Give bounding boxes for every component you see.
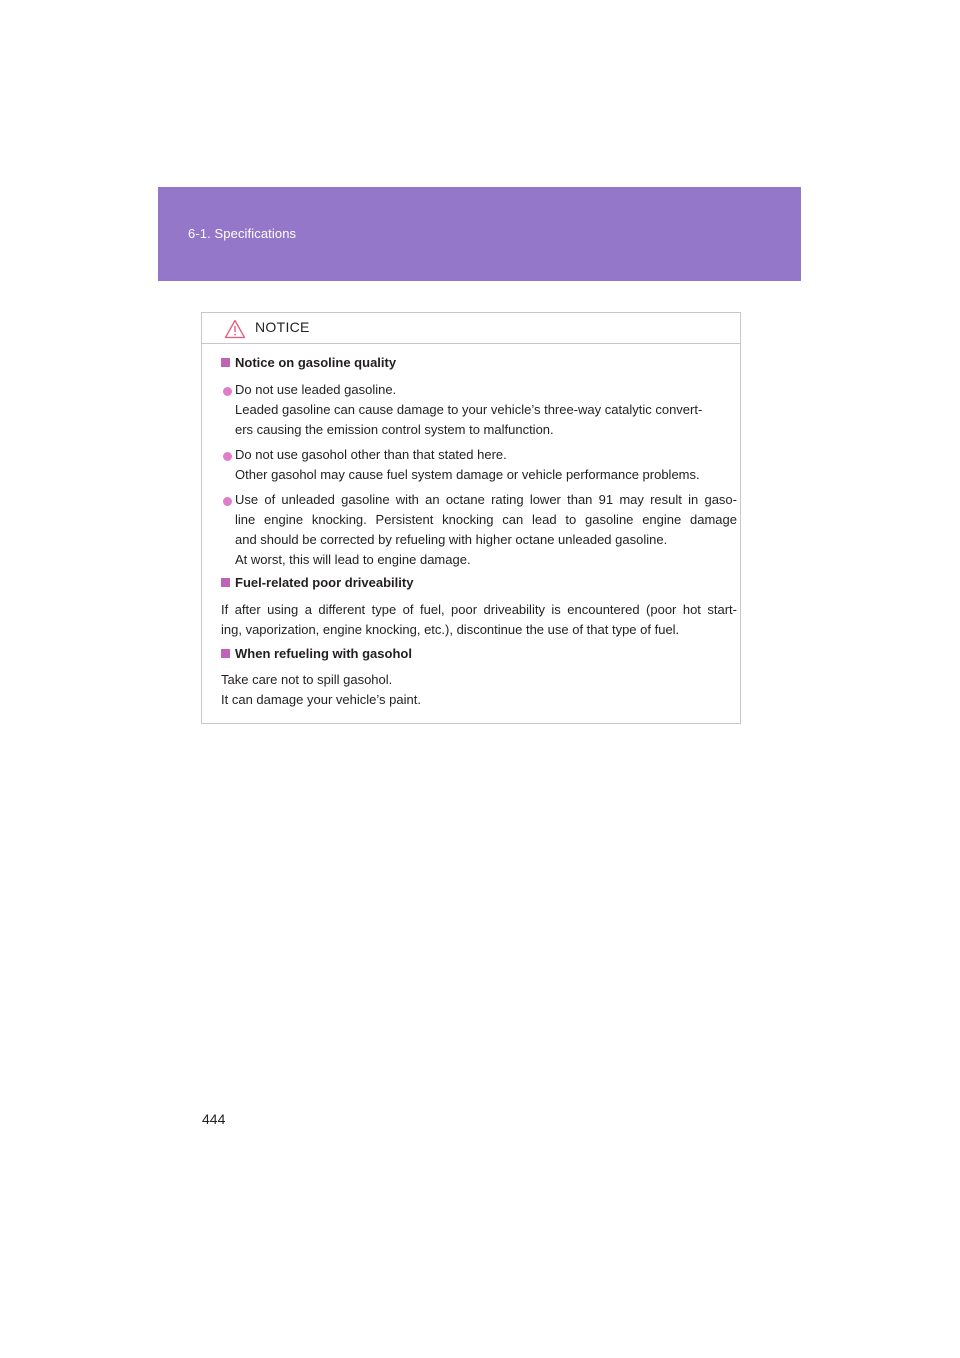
notice-label: NOTICE	[255, 319, 310, 335]
bullet-text: Do not use leaded gasoline.	[235, 382, 397, 397]
section-heading	[221, 646, 412, 661]
section-heading-text: When refueling with gasohol	[235, 646, 412, 661]
paragraph-text: It can damage your vehicle’s paint.	[221, 692, 421, 707]
section-heading	[221, 575, 413, 590]
bullet-text: Leaded gasoline can cause damage to your vehicle’s three-way catalytic convert-	[235, 402, 703, 417]
paragraph-text: ing, vaporization, engine knocking, etc.), discontinue the use of that type of fuel.	[221, 622, 680, 637]
section-heading-text: Fuel-related poor driveability	[235, 575, 414, 590]
section-heading-text: Notice on gasoline quality	[235, 355, 397, 370]
round-bullet-icon	[221, 494, 236, 509]
bullet-text: Do not use gasohol other than that stated here.	[235, 447, 507, 462]
bullet-text: Other gasohol may cause fuel system damage or vehicle performance problems.	[235, 467, 700, 482]
bullet-text: Use of unleaded gasoline with an octane rating lower than 91 may result in gaso-	[235, 492, 737, 507]
paragraph-text: Take care not to spill gasohol.	[221, 672, 393, 687]
square-bullet-icon	[221, 649, 230, 658]
notice-header	[202, 313, 740, 344]
section-header-band	[158, 187, 801, 281]
paragraph-text: If after using a different type of fuel, poor driveability is encountered (poor hot start-	[221, 602, 737, 617]
round-bullet-icon	[221, 449, 236, 464]
section-title: 6-1. Specifications	[188, 226, 297, 241]
bullet-text: ers causing the emission control system to malfunction.	[235, 422, 554, 437]
bullet-text: At worst, this will lead to engine damage.	[235, 552, 471, 567]
square-bullet-icon	[221, 578, 230, 587]
round-bullet-icon	[221, 384, 236, 399]
warning-triangle-icon	[224, 319, 246, 339]
notice-box	[201, 312, 741, 724]
section-heading	[221, 355, 396, 370]
page-number: 444	[202, 1111, 226, 1127]
square-bullet-icon	[221, 358, 230, 367]
bullet-text: line engine knocking. Persistent knocking can lead to gasoline engine damage	[235, 512, 737, 527]
bullet-text: and should be corrected by refueling with higher octane unleaded gasoline.	[235, 532, 668, 547]
